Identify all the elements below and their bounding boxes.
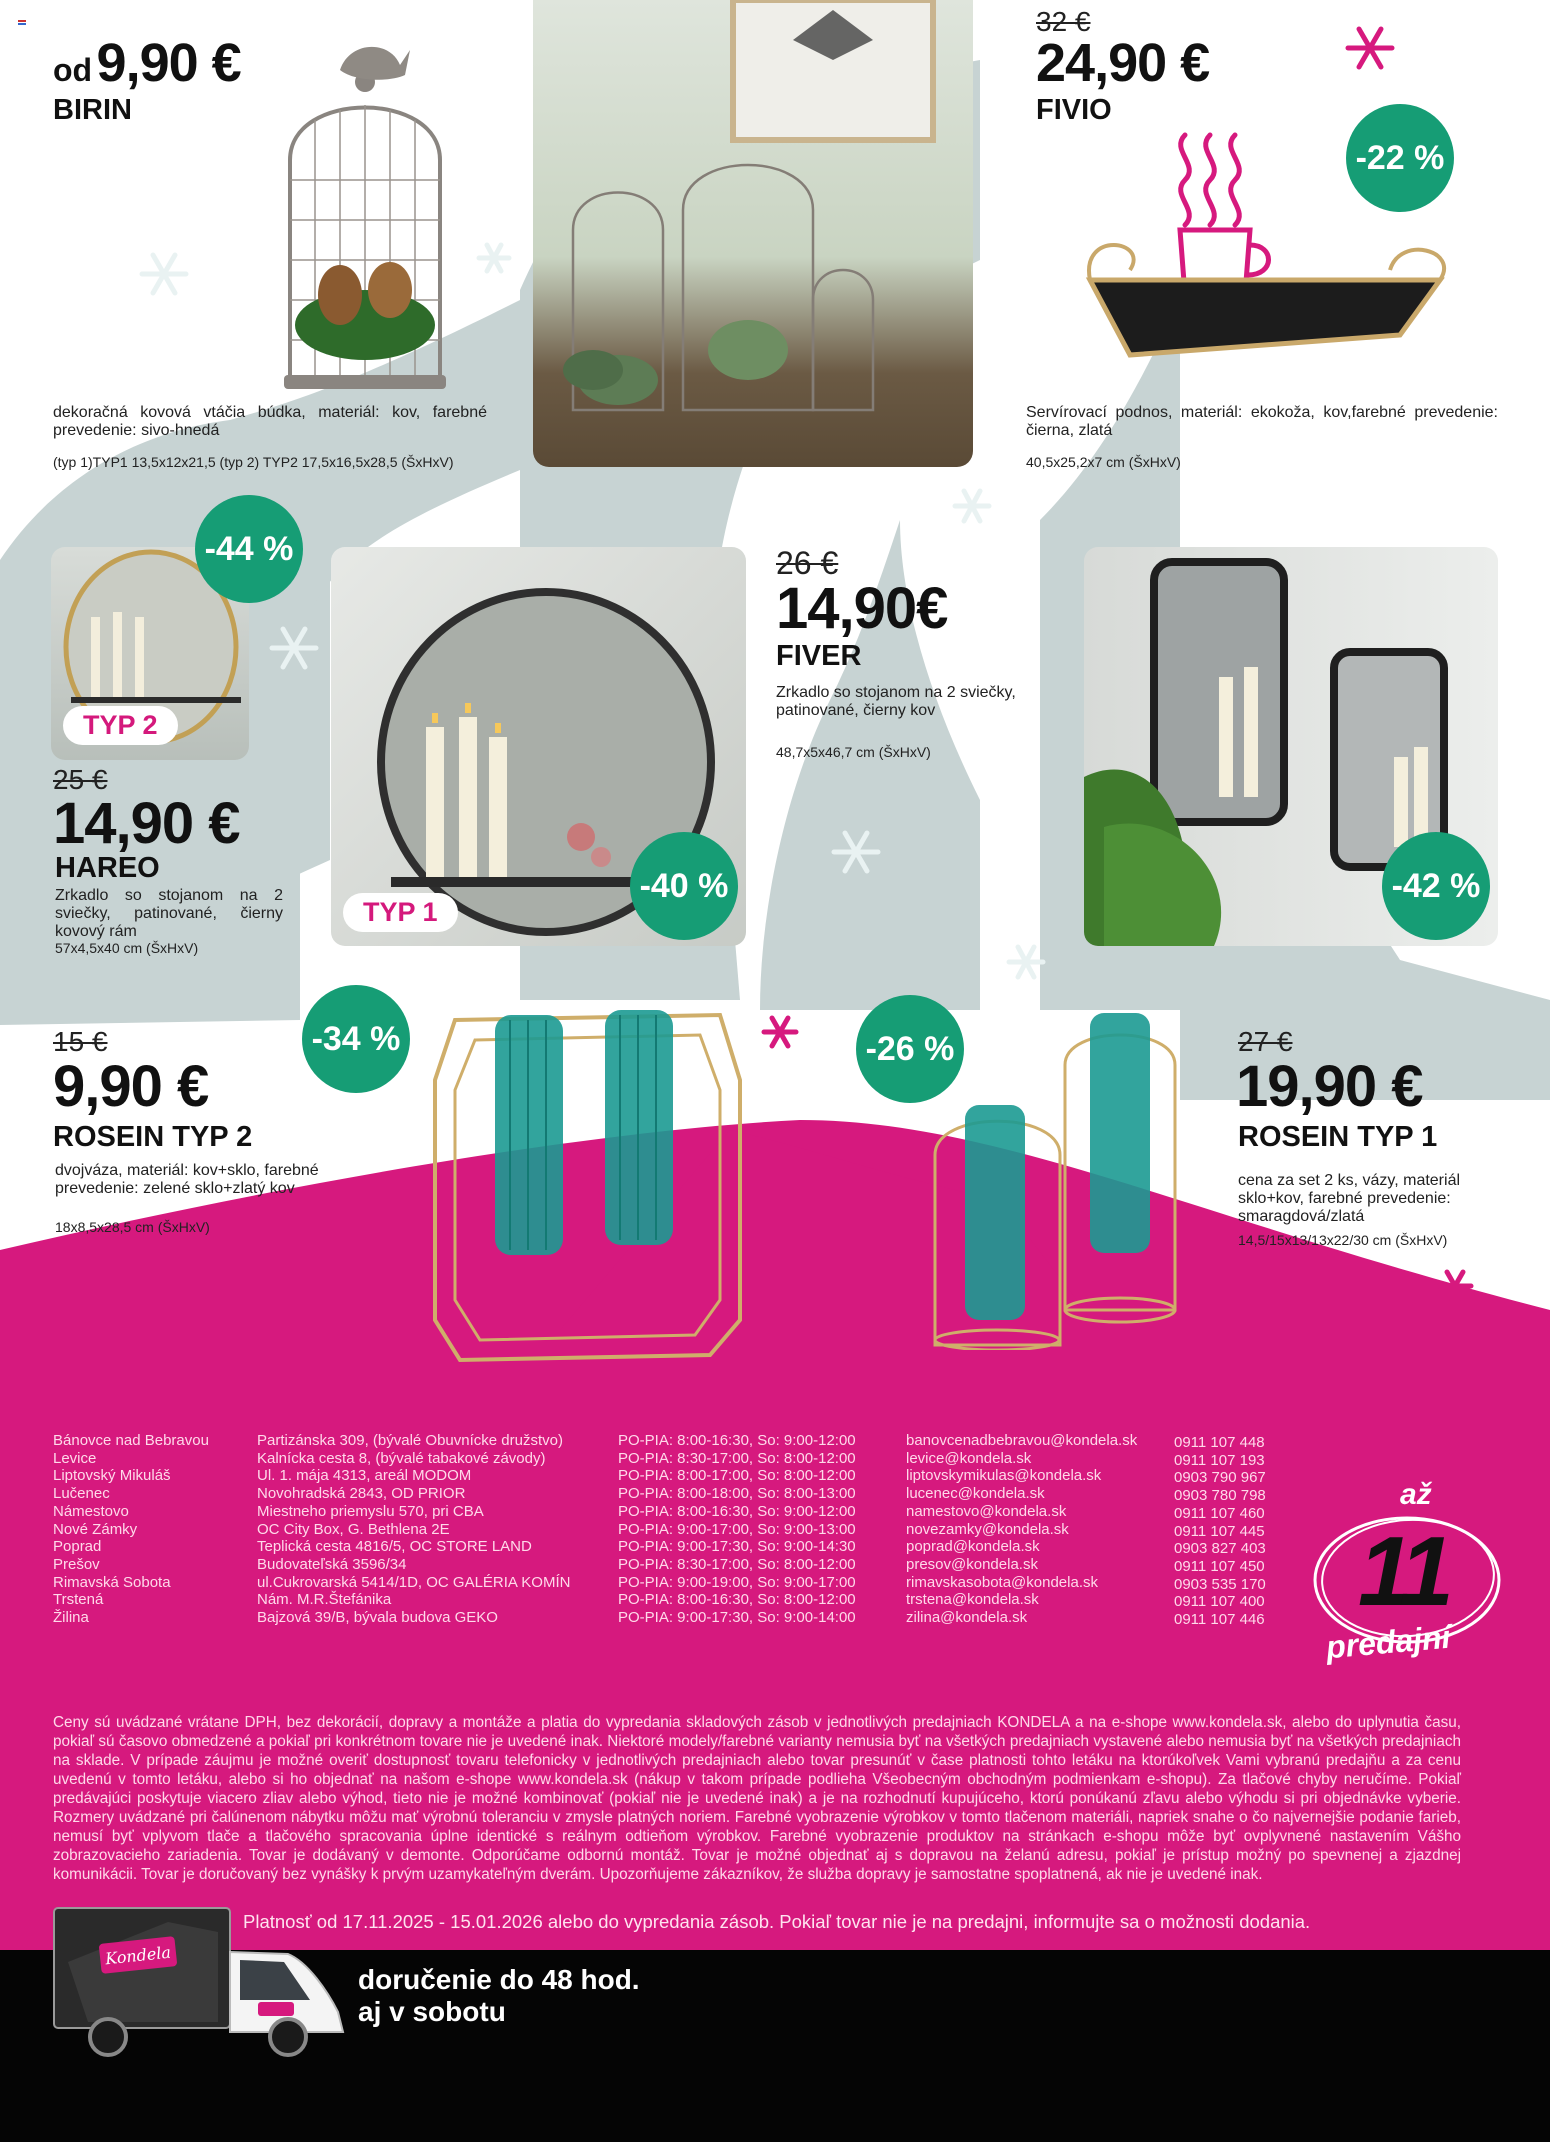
hareo-description: Zrkadlo so stojanom na 2 sviečky, patinované, čierny kovový rám [55,887,283,940]
rosein1-vase-image [925,1005,1195,1350]
store-email[interactable]: namestovo@kondela.sk [906,1502,1067,1520]
store-addresses [257,1432,570,1627]
store-emails [906,1432,1137,1627]
store-hours-row: PO-PIA: 8:00-16:30, So: 9:00-12:00 [618,1502,856,1520]
fivio-name: FIVIO [1036,94,1112,126]
hareo-discount-badge: -44 % [195,495,303,603]
store-email[interactable]: zilina@kondela.sk [906,1609,1028,1627]
stores-count-bottom: predajní [1324,1618,1452,1666]
fivio-price: 24,90 € [1036,33,1210,93]
rosein2-price: 9,90 € [53,1054,209,1119]
store-email[interactable]: rimavskasobota@kondela.sk [906,1573,1098,1591]
store-phone[interactable]: 0911 107 448 [1174,1434,1265,1451]
store-email[interactable]: trstena@kondela.sk [906,1591,1039,1609]
store-city: Liptovský Mikuláš [53,1467,171,1485]
store-city: Žilina [53,1609,89,1627]
store-address: Nám. M.R.Štefánika [257,1591,392,1609]
rosein1-price: 19,90 € [1236,1054,1423,1119]
store-address: Budovateľská 3596/34 [257,1555,407,1573]
hareo-price: 14,90 € [53,791,240,856]
hareo-dimensions: 57x4,5x40 cm (ŠxHxV) [55,940,199,956]
rosein1-dimensions: 14,5/15x13/13x22/30 cm (ŠxHxV) [1238,1232,1448,1248]
rosein1-discount-badge: -26 % [856,995,964,1103]
validity-text: Platnosť od 17.11.2025 - 15.01.2026 alebo do vypredania zásob. Pokiaľ tovar nie je na predajni, informujte sa o možnosti dodania. [243,1911,1311,1932]
hareo-name: HAREO [55,852,160,884]
store-email[interactable]: banovcenadbebravou@kondela.sk [906,1432,1138,1449]
fiver-discount-badge: -42 % [1382,832,1490,940]
store-city: Lučenec [53,1485,110,1503]
hareo-discount-badge-2: -40 % [630,832,738,940]
hareo-old-price: 25 € [53,764,108,795]
rosein2-description: dvojváza, materiál: kov+sklo, farebné prevedenie: zelené sklo+zlatý kov [55,1162,319,1197]
birin-description: dekoračná kovová vtáčia búdka, materiál: kov, farebné prevedenie: sivo-hnedá [53,404,487,439]
store-email[interactable]: liptovskymikulas@kondela.sk [906,1467,1102,1485]
store-email[interactable]: novezamky@kondela.sk [906,1520,1069,1538]
rosein2-dimensions: 18x8,5x28,5 cm (ŠxHxV) [55,1219,210,1235]
rosein2-old-price: 15 € [53,1026,108,1057]
fivio-description: Servírovací podnos, materiál: ekokoža, kov,farebné prevedenie: čierna, zlatá [1026,404,1498,439]
store-phone[interactable]: 0911 107 193 [1174,1451,1265,1469]
store-city: Bánovce nad Bebravou [53,1432,209,1449]
store-phone[interactable]: 0903 780 798 [1174,1487,1266,1505]
birin-price: 9,90 € [96,33,241,93]
fivio-dimensions: 40,5x25,2x7 cm (ŠxHxV) [1026,454,1181,470]
store-address: Novohradská 2843, OD PRIOR [257,1485,466,1503]
store-address: ul.Cukrovarská 5414/1D, OC GALÉRIA KOMÍN [257,1573,571,1591]
store-address: OC City Box, G. Bethlena 2E [257,1520,450,1538]
fivio-discount-badge: -22 % [1346,104,1454,212]
price-prefix: od [53,52,93,88]
birdcage-image [260,20,470,400]
store-city: Rimavská Sobota [53,1573,171,1591]
store-phones [1174,1434,1266,1629]
birdcages-photo [533,0,973,467]
store-email[interactable]: lucenec@kondela.sk [906,1485,1045,1503]
delivery-headline [358,1964,640,2028]
legal-disclaimer: Ceny sú uvádzané vrátane DPH, bez dekorácií, dopravy a montáže a platia do vypredania skladových zásob v jednotlivých predajniach KONDELA a na e-shope www.kondela.sk, alebo do uplynutia času, pokiaľ sú časovo obmedzené a pokiaľ pri konkrétnom tovare nie je uvedené inak. Niektoré modely/farebné varianty nemusia byť na všetkých predajniach vystavené alebo nemusia byť na všetkých predajniach na sklade. V prípade záujmu je možné overiť dostupnosť tovaru telefonicky v jednotlivých predajniach alebo tovar presunúť v čase platnosti tohto letáku na ktorúkoľvek Vami vybranú predajňu a za cenu uvedenú v tomto letáku, alebo si ho objednať na našom e-shope www.kondela.sk (nákup v takom prípade podlieha Všeobecným obchodným podmienkam e-shopu). Za tlačové chyby neručíme. Pokiaľ predávajúci poskytuje viacero zliav alebo výhod, tieto nie je možné kombinovať (pokiaľ nie je uvedené inak) a je na rozhodnutí kupujúceho, ktorú ponúkanú zľavu alebo výhodu si pri objednávke vyberie. Rozmery uvádzané pri čalúnenom nábytku môžu mať výrobnú toleranciu v zmysle platných noriem. Farebné vyobrazenie výrobkov v tomto tlačenom materiáli, napriek snahe o čo najvernejšie podanie farieb, nemusí byť vplyvom tlače a tlačového spracovania úplne identické s reálnym odtieňom výrobkov. Farebné vyobrazenie produktov na stránkach e-shopu môže byť ovplyvnené nastavením Vášho zobrazovacieho zariadenia. Tovar je dodávaný v demonte. Odporúčame odbornú montáž. Tovar je možné objednať aj s dopravou na želanú adresu, pokiaľ je prístup možný po spevnenej a zjazdnej komunikácii. Tovar je doručovaný bez vynášky k prvým uzamykateľným dverám. Upozorňujeme zákazníkov, že služba dopravy je samostatne spoplatnená, ak nie je uvedené inak. [53,1714,1461,1883]
store-hours-row: PO-PIA: 8:00-17:00, So: 8:00-12:00 [618,1467,856,1485]
store-address: Kalnícka cesta 8, (bývalé tabakové závody) [257,1449,546,1467]
rosein1-description: cena za set 2 ks, vázy, materiál sklo+kov, farebné prevedenie: smaragdová/zlatá [1238,1172,1461,1225]
hareo-type2-label: TYP 2 [63,706,178,745]
stores-count-top: až [1400,1478,1432,1511]
birin-name: BIRIN [53,94,132,126]
rosein2-discount-badge: -34 % [302,985,410,1093]
store-phone[interactable]: 0911 107 460 [1174,1504,1265,1522]
fiver-old-price: 26 € [776,545,839,581]
store-cities [53,1432,209,1627]
store-hours-row: PO-PIA: 8:00-16:30, So: 9:00-12:00 [618,1432,856,1449]
fiver-name: FIVER [776,640,862,672]
store-phone[interactable]: 0911 107 450 [1174,1557,1265,1575]
store-hours-row: PO-PIA: 9:00-17:00, So: 9:00-13:00 [618,1520,856,1538]
rosein1-name: ROSEIN TYP 1 [1238,1121,1438,1153]
store-hours-row: PO-PIA: 8:00-18:00, So: 8:00-13:00 [618,1485,856,1503]
store-city: Nové Zámky [53,1520,138,1538]
store-address: Ul. 1. mája 4313, areál MODOM [257,1467,472,1485]
store-phone[interactable]: 0911 107 445 [1174,1522,1265,1540]
store-city: Poprad [53,1538,102,1556]
store-phone[interactable]: 0911 107 400 [1174,1593,1265,1611]
birin-offer [53,33,241,93]
store-city: Námestovo [53,1502,129,1520]
store-email[interactable]: poprad@kondela.sk [906,1538,1040,1556]
store-hours-row: PO-PIA: 8:00-16:30, So: 8:00-12:00 [618,1591,856,1609]
store-hours-row: PO-PIA: 8:30-17:00, So: 8:00-12:00 [618,1449,856,1467]
fiver-price: 14,90€ [776,576,948,641]
hareo-type1-label: TYP 1 [343,893,458,932]
store-address: Partizánska 309, (bývalé Obuvnícke družstvo) [257,1432,563,1449]
birin-dimensions: (typ 1)TYP1 13,5x12x21,5 (typ 2) TYP2 17,5x16,5x28,5 (ŠxHxV) [53,454,454,470]
store-phone[interactable]: 0903 790 967 [1174,1469,1266,1487]
store-hours [618,1432,856,1627]
store-city: Trstená [53,1591,104,1609]
store-hours-row: PO-PIA: 8:30-17:00, So: 8:00-12:00 [618,1555,856,1573]
store-hours-row: PO-PIA: 9:00-17:30, So: 9:00-14:00 [618,1609,856,1627]
delivery-line-2: aj v sobotu [358,1996,506,2027]
delivery-line-1: doručenie do 48 hod. [358,1964,640,1995]
store-address: Bajzová 39/B, bývala budova GEKO [257,1609,498,1627]
store-hours-row: PO-PIA: 9:00-17:30, So: 9:00-14:30 [618,1538,856,1556]
store-city: Levice [53,1449,97,1467]
fiver-dimensions: 48,7x5x46,7 cm (ŠxHxV) [776,744,931,760]
rosein2-name: ROSEIN TYP 2 [53,1121,253,1153]
store-address: Teplická cesta 4816/5, OC STORE LAND [257,1538,532,1556]
rosein1-old-price: 27 € [1238,1026,1293,1057]
store-phone[interactable]: 0911 107 446 [1174,1611,1265,1629]
delivery-van-image [48,1902,348,2060]
store-address: Miestneho priemyslu 570, pri CBA [257,1502,484,1520]
rosein2-vase-image [420,1000,750,1370]
store-email[interactable]: presov@kondela.sk [906,1555,1038,1573]
store-hours-row: PO-PIA: 9:00-19:00, So: 9:00-17:00 [618,1573,856,1591]
store-email[interactable]: levice@kondela.sk [906,1449,1032,1467]
van-brand-text: Kondela [104,1942,172,1968]
store-city: Prešov [53,1555,100,1573]
tray-image [1070,130,1460,360]
fivio-old-price: 32 € [1036,6,1091,37]
store-phone[interactable]: 0903 535 170 [1174,1575,1266,1593]
stores-count-number: 11 [1358,1516,1448,1626]
fiver-description: Zrkadlo so stojanom na 2 sviečky, patinované, čierny kov [776,684,1016,719]
store-phone[interactable]: 0903 827 403 [1174,1540,1266,1558]
